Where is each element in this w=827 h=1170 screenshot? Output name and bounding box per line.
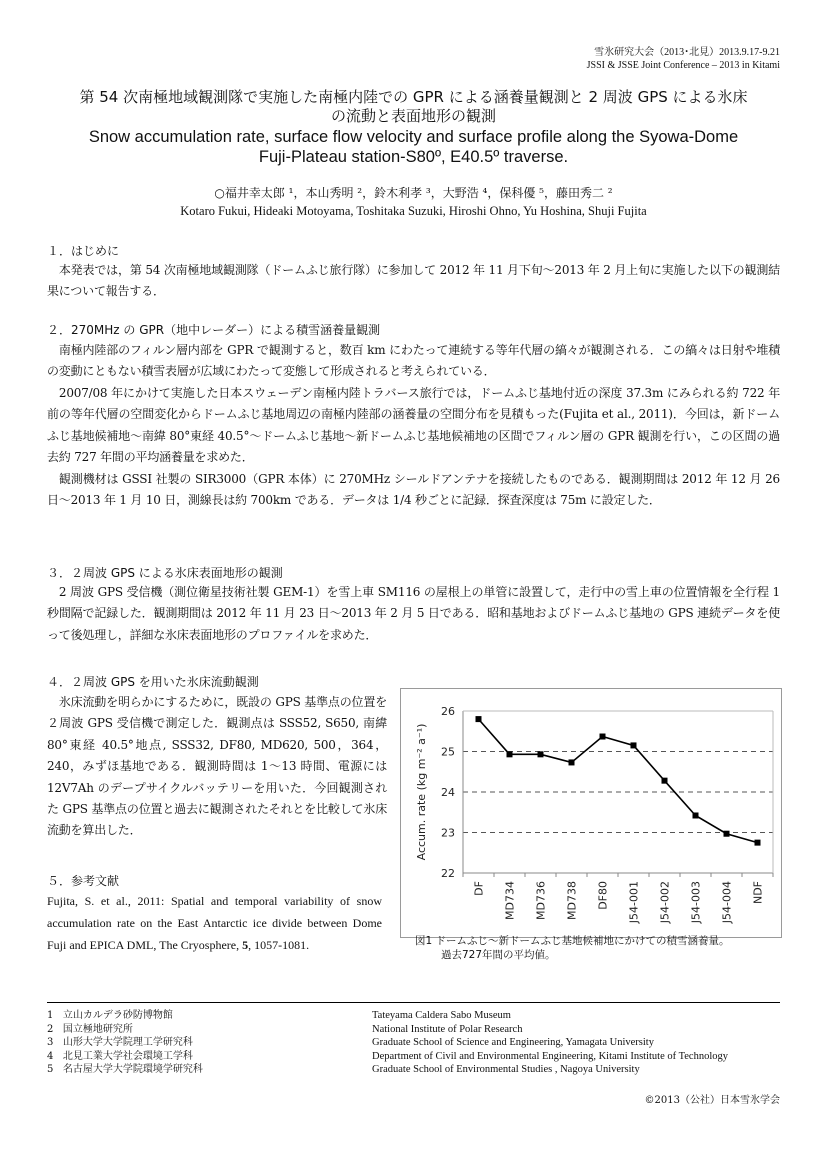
x-tick-label: J54-002 [658,881,672,924]
caption-line-2: 過去727年間の平均値。 [441,949,556,961]
y-axis-label: Accum. rate (kg m⁻² a⁻¹) [415,723,428,861]
section-2-para-2: 2007/08 年にかけて実施した日本スウェーデン南極内陸トラバース旅行では，ドームふじ基地付近の深度 37.3m にみられる約 722 年前の等年代層の空間変化からドームふじ基地周辺の南極内陸部の涵養量の空間分布を見積もった(Fujita et al., 2011)．今回は，新ドームふじ基地候補地〜南緯 80°東経 40.5°〜ドームふじ基地〜新ドームふじ基地候補地の区間でフィルン層の GPR 観測を行い，この区間の過去約 727 年間の平均涵養量を求めた． [47,386,780,465]
x-tick-label: DF [472,881,486,896]
x-tick-label: J54-001 [627,881,641,924]
footnote-5-en: Graduate School of Environmental Studies , Nagoya University [372,1064,640,1075]
section-4-para: 氷床流動を明らかにするために，既設の GPS 基準点の位置を２周波 GPS 受信機で測定した．観測点は SSS52, S650, 南緯 80°東経 40.5°地点, SSS32, DF80, MD620, 500，364，240，みずほ基地である．観測時間は 1〜13 時間、電源には 12V7Ah のデープサイクルバッテリーを用いた．今回観測された GPS 基準点の位置と過去に観測されたそれとを比較して氷床流動を算出した． [47,695,387,838]
conference-en: JSSI & JSSE Joint Conference – 2013 in Kitami [586,60,780,71]
reference-1-text: Fujita, S. et al., 2011: Spatial and temporal variability of snow accumulation rate on the East Antarctic ice divide between Dome Fuji and EPICA DML, The Cryosphere, [47,894,382,952]
x-tick-label: J54-004 [720,881,734,924]
x-tick-label: J54-003 [689,881,703,924]
figure-caption [415,934,785,962]
reference-1-volume: 5 [242,938,249,952]
y-tick-label: 23 [441,826,455,840]
title-ja-line1: 第 54 次南極地域観測隊で実施した南極内陸での GPR による涵養量観測と 2 周波 GPS による氷床 [79,88,748,106]
conference-ja: 雪氷研究大会（2013･北見）2013.9.17-9.21 [594,47,780,58]
title-ja-line2: の流動と表面地形の観測 [330,107,496,125]
title-en-line2: Fuji-Plateau station-S80º, E40.5º traverse. [258,148,569,166]
footnote-3-ja: 3 山形大学大学院理工学研究科 [47,1037,193,1048]
section-5-title: ５．参考文献 [47,874,120,888]
reference-1-pages: , 1057-1081. [248,938,310,952]
accumulation-chart [400,688,782,938]
copyright: ©2013（公社）日本雪氷学会 [644,1095,780,1106]
authors-ja: ○福井幸太郎 ¹，本山秀明 ²，鈴木利孝 ³，大野浩 ⁴，保科優 ⁵，藤田秀二 ² [214,186,613,200]
x-tick-label: MD736 [534,881,548,920]
footnote-2-ja: 2 国立極地研究所 [47,1023,133,1035]
data-point [476,716,482,722]
footnote-1-ja: 1 立山カルデラ砂防博物館 [47,1010,173,1021]
authors-en: Kotaro Fukui, Hideaki Motoyama, Toshitaka Suzuki, Hiroshi Ohno, Yu Hoshina, Shuji Fujita [180,204,647,218]
data-point [662,778,668,784]
section-2-para-1: 南極内陸部のフィルン層内部を GPR で観測すると，数百 km にわたって連続する等年代層の縞々が観測される．この縞々は日射や堆積の変動にともない積雪表層が広域にわたって変態して形成されると考えられている． [47,343,780,379]
section-3-title: ３．２周波 GPS による氷床表面地形の観測 [47,566,283,580]
data-point [507,751,513,757]
section-1-title: １．はじめに [47,244,120,258]
title-en-line1: Snow accumulation rate, surface flow velocity and surface profile along the Syowa-Dome [88,128,739,146]
data-point [631,742,637,748]
title-en [40,127,787,167]
footnote-4-ja: 4 北見工業大学社会環境工学科 [47,1050,193,1062]
caption-line-1: 図1 ドームふじ〜新ドームふじ基地候補地にかけての積雪涵養量。 [415,935,730,947]
x-tick-label: NDF [751,881,765,905]
section-2-title: ２．270MHz の GPR（地中レーダー）による積雪涵養量観測 [47,323,381,337]
data-point [755,840,761,846]
y-tick-label: 22 [441,867,455,880]
data-point [569,759,575,765]
data-point [538,751,544,757]
section-1-para: 本発表では，第 54 次南極地域観測隊（ドームふじ旅行隊）に参加して 2012 年 11 月下旬〜2013 年 2 月上旬に実施した以下の観測結果について報告する． [47,263,780,299]
footnote-3-en: Graduate School of Science and Engineering, Yamagata University [372,1037,654,1048]
footnote-rule [47,1002,780,1003]
data-point [693,812,699,818]
y-tick-label: 25 [441,745,455,759]
section-4-title: ４．２周波 GPS を用いた氷床流動観測 [47,675,259,689]
footnotes-en [372,1009,782,1077]
section-2-para-3: 観測機材は GSSI 社製の SIR3000（GPR 本体）に 270MHz シールドアンテナを接続したものである．観測期間は 2012 年 12 月 26 日〜2013 年 1 月 10 日，測線長は約 700km である．データは 1/4 秒ごとに記録．探査深度は 75m に設定した． [47,472,780,508]
footnote-2-en: National Institute of Polar Research [372,1023,523,1035]
accumulation-series-line [479,719,758,843]
authors [40,184,787,220]
data-point [724,831,730,837]
chart-svg [401,689,781,937]
y-tick-label: 26 [441,705,455,718]
conference-header [587,46,780,72]
x-tick-label: MD738 [565,881,579,920]
footnote-5-ja: 5 名古屋大学大学院環境学研究科 [47,1064,203,1075]
x-tick-label: MD734 [503,881,517,920]
reference-1 [47,890,382,956]
data-point [600,734,606,740]
footnotes-ja [47,1009,367,1077]
x-tick-label: DF80 [596,881,610,910]
section-3-para: 2 周波 GPS 受信機（測位衛星技術社製 GEM-1）を雪上車 SM116 の屋根上の単管に設置して，走行中の雪上車の位置情報を全行程 1 秒間隔で記録した．観測期間は 2012 年 11 月 23 日〜2013 年 2 月 5 日である．昭和基地およびドームふじ基地の GPS 連続データを使って後処理し，詳細な氷床表面地形のプロファイルを求めた． [47,585,780,642]
title-ja [40,88,787,126]
footnote-1-en: Tateyama Caldera Sabo Museum [372,1010,511,1021]
footnote-4-en: Department of Civil and Environmental Engineering, Kitami Institute of Technology [372,1050,728,1062]
y-tick-label: 24 [441,786,455,799]
